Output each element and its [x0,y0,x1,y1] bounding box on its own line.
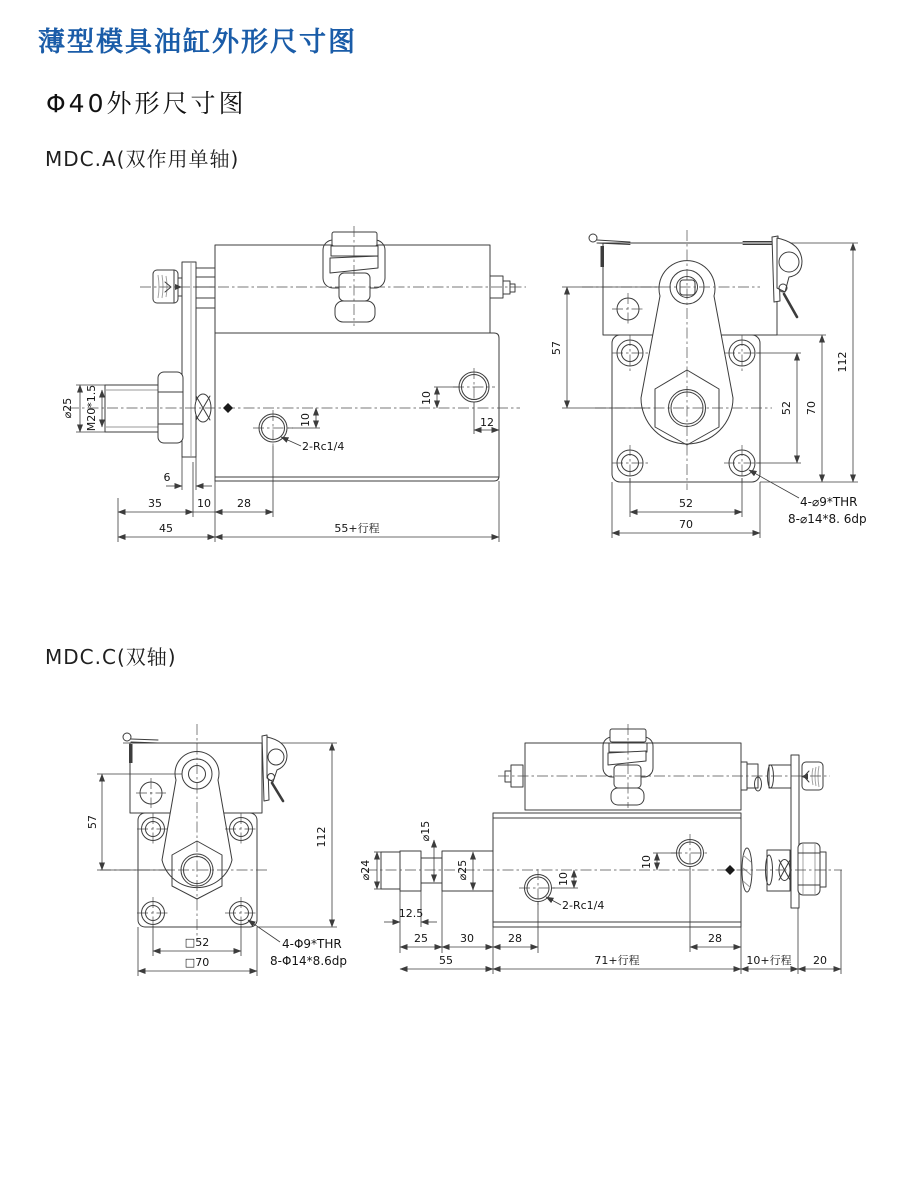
dimensions [359,821,841,974]
dim-45: 45 [159,522,173,535]
dim-30: 30 [460,932,474,945]
piston-rod-assembly [381,851,493,891]
dim-12-5: 12.5 [398,907,424,920]
latch-hook-right [743,236,802,317]
bolt-hole [225,813,257,845]
upper-rod-parts [741,762,791,791]
dim-10-bottom: 10 [197,497,211,510]
dim-52-v: 52 [780,401,793,415]
dim-57: 57 [550,341,563,355]
toggle-clamp [323,226,385,326]
drawing-mdca-front [545,225,875,540]
dim-10-port1: 10 [299,413,312,427]
section-label-mdcc: MDC.C(双轴) [45,645,177,669]
dim-sq52: □52 [184,936,210,949]
latch-pin-left [123,733,158,743]
drawing-mdcc-front [80,715,365,985]
adjuster-knob [153,270,182,303]
dim-57: 57 [86,815,99,829]
bolt-hole [137,897,169,929]
port-hole-2 [453,368,495,402]
dim-70-v: 70 [805,401,818,415]
datum-point [223,403,233,413]
thread-callout: 4-⌀9*THR [800,495,858,509]
bolt-hole [724,445,760,481]
dim-55: 55 [439,954,453,967]
head-block [598,243,858,335]
port-hole-1 [253,410,293,446]
dim-52-h: 52 [679,497,693,510]
counterbore-callout: 8-⌀14*8. 6dp [788,512,867,526]
dim-10-port2: 10 [640,855,653,869]
dim-12: 12 [480,416,494,429]
port-hole-1 [519,869,557,907]
dim-stroke55: 55+行程 [334,522,380,535]
head-block [123,743,337,813]
piston-rod-assembly [105,372,211,443]
port-label: 2-Rc1/4 [302,440,345,453]
counterbore-callout: 8-Φ14*8.6dp [270,954,347,968]
dim-35: 35 [148,497,162,510]
drawing-mdca-side [60,195,545,555]
dim-dia25: ⌀25 [456,859,469,881]
bolt-hole [612,335,648,371]
dim-m20: M20*1.5 [85,384,98,432]
datum-point [725,865,735,875]
dim-stroke10: 10+行程 [746,954,792,967]
side-hole [612,293,644,325]
dim-10-port2: 10 [420,391,433,405]
dim-10-port1: 10 [557,872,570,886]
rear-rod-parts [742,843,826,895]
dim-70-h: 70 [679,518,693,531]
port-hole-2 [671,834,709,872]
dim-28: 28 [237,497,251,510]
mounting-plate [182,262,215,457]
dim-20: 20 [813,954,827,967]
latch-hook-right [262,735,287,801]
dim-dia25: ⌀25 [61,397,74,419]
section-label-mdca: MDC.A(双作用单轴) [45,147,240,171]
dim-25: 25 [414,932,428,945]
bolt-hole [225,897,257,929]
dim-112: 112 [315,826,328,848]
page-title: 薄型模具油缸外形尺寸图 [38,27,357,58]
dim-6: 6 [163,471,171,484]
page-subtitle: Φ40外形尺寸图 [46,89,247,118]
dim-sq70: □70 [184,956,210,969]
drawing-mdcc-side [355,712,855,980]
dim-28-left: 28 [508,932,522,945]
port-label: 2-Rc1/4 [562,899,605,912]
side-hole [136,778,166,808]
bolt-hole [137,813,169,845]
dim-28-right: 28 [708,932,722,945]
dim-stroke71: 71+行程 [594,954,640,967]
center-lines [68,287,526,413]
bolt-hole [724,335,760,371]
toggle-clamp [603,724,653,808]
dim-dia24: ⌀24 [359,859,372,881]
bolt-hole [612,445,648,481]
dim-dia15: ⌀15 [419,820,432,842]
dim-112: 112 [836,351,849,373]
thread-callout: 4-Φ9*THR [282,937,342,951]
